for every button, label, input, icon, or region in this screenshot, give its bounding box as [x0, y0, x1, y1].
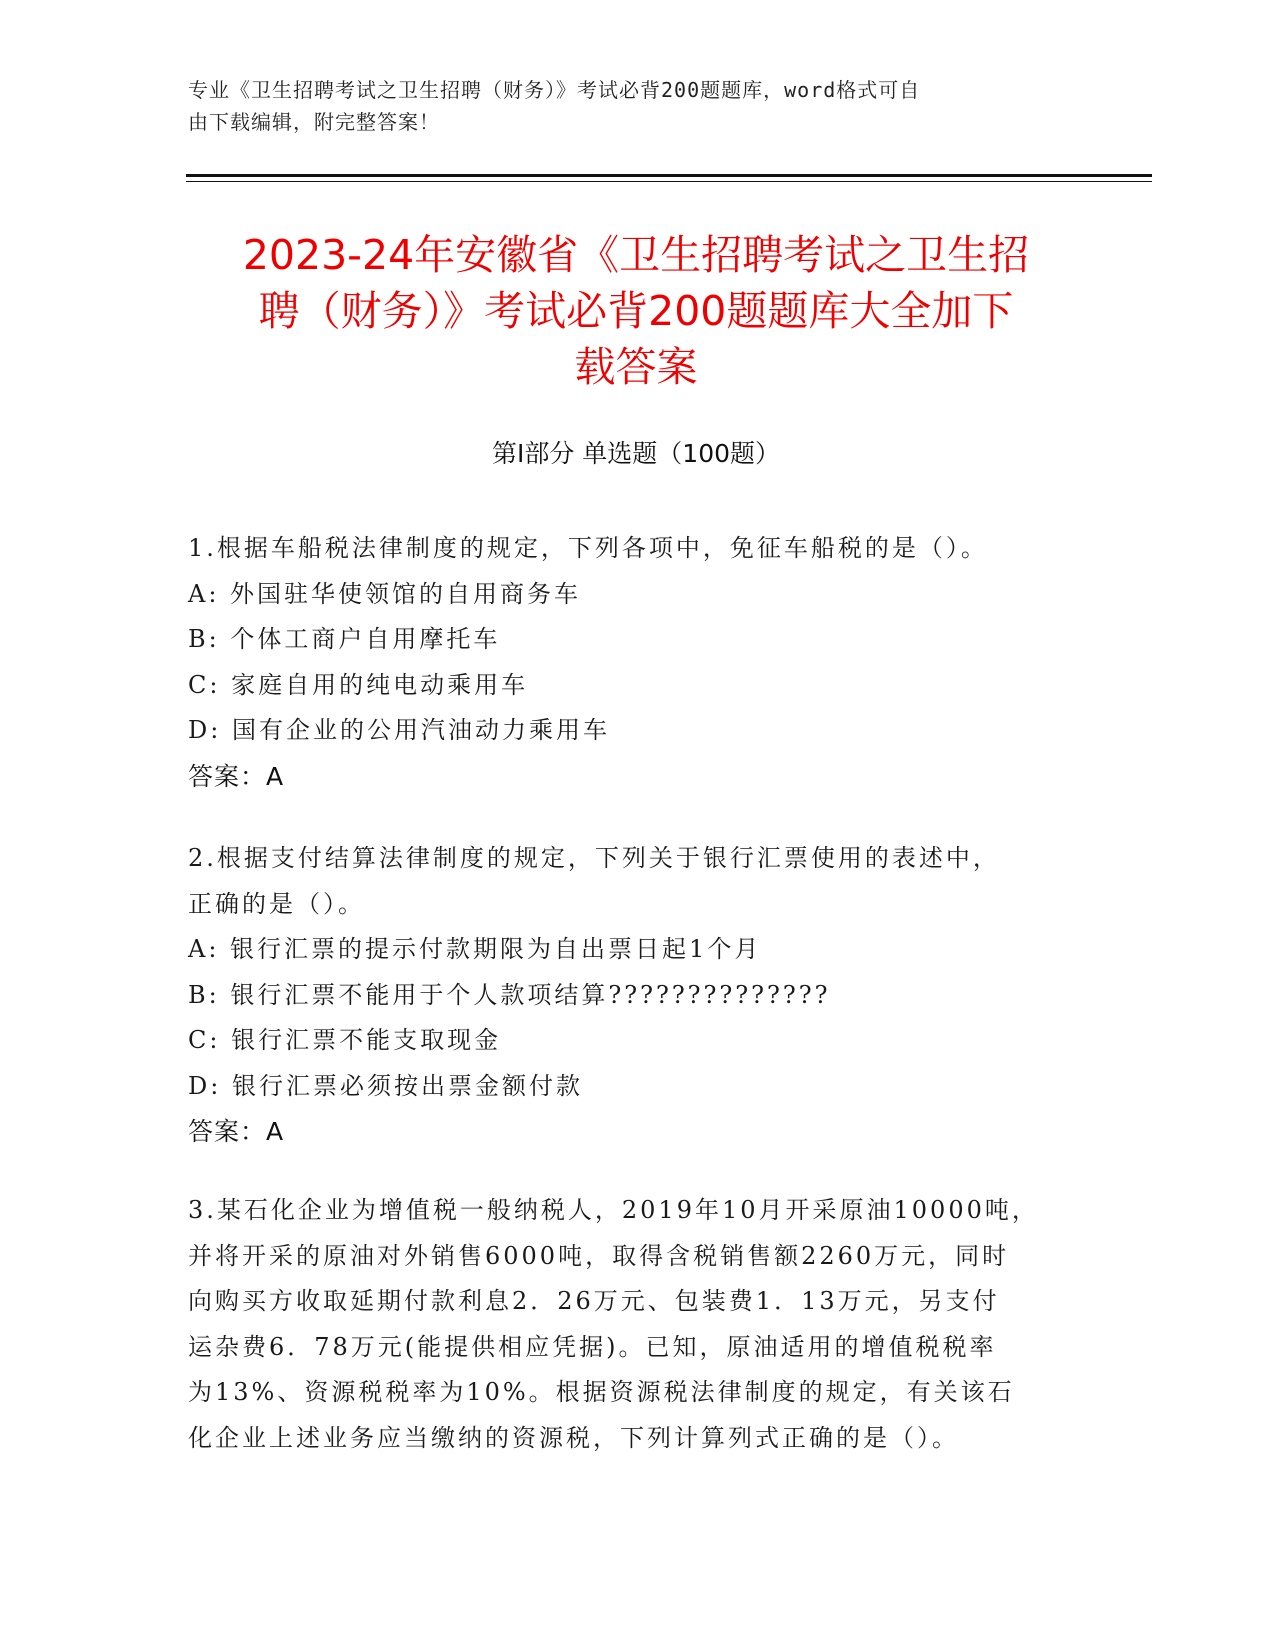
option-a: A: 银行汇票的提示付款期限为自出票日起1个月	[188, 935, 762, 963]
answer-label: 答案：A	[188, 761, 285, 791]
document-title	[186, 227, 1086, 395]
question-stem-line-5: 为13%、资源税税率为10%。根据资源税法律制度的规定，有关该石	[188, 1378, 1015, 1406]
option-d: D: 国有企业的公用汽油动力乘用车	[188, 716, 610, 744]
option-d: D: 银行汇票必须按出票金额付款	[188, 1071, 583, 1100]
question-stem-line-2: 正确的是（）。	[188, 889, 365, 918]
question-1	[188, 526, 1068, 799]
section-heading: 第I部分 单选题（100题）	[491, 439, 781, 468]
option-a: A: 外国驻华使领馆的自用商务车	[188, 579, 582, 608]
option-c: C: 银行汇票不能支取现金	[188, 1026, 502, 1054]
question-3	[188, 1188, 1068, 1461]
document-title-line-3: 载答案	[574, 343, 698, 391]
question-stem-line-6: 化企业上述业务应当缴纳的资源税，下列计算列式正确的是（）。	[188, 1423, 959, 1452]
header-divider-thin	[186, 181, 1152, 182]
question-stem-line-3: 向购买方收取延期付款利息2．26万元、包装费1．13万元，另支付	[188, 1287, 1000, 1315]
option-c: C: 家庭自用的纯电动乘用车	[188, 670, 529, 699]
header-note-line-2: 由下载编辑，附完整答案！	[188, 110, 440, 134]
option-b: B: 银行汇票不能用于个人款项结算??????????????	[188, 980, 831, 1009]
document-title-line-2: 聘（财务）》考试必背200题题库大全加下	[258, 287, 1014, 335]
question-stem-line-4: 运杂费6．78万元(能提供相应凭据)。已知，原油适用的增值税税率	[188, 1332, 997, 1361]
header-note	[188, 74, 1068, 138]
question-stem-line-2: 并将开采的原油对外销售6000吨，取得含税销售额2260万元，同时	[188, 1241, 1010, 1270]
header-divider-thick	[186, 174, 1152, 177]
question-stem: 1.根据车船税法律制度的规定，下列各项中，免征车船税的是（）。	[188, 534, 988, 562]
question-stem-line-1: 3.某石化企业为增值税一般纳税人，2019年10月开采原油10000吨，	[188, 1196, 1039, 1224]
header-note-line-1: 专业《卫生招聘考试之卫生招聘（财务）》考试必背200题题库，word格式可自	[188, 78, 921, 102]
answer-label: 答案：A	[188, 1117, 285, 1146]
question-2	[188, 836, 1068, 1155]
question-stem-line-1: 2.根据支付结算法律制度的规定，下列关于银行汇票使用的表述中，	[188, 844, 1000, 872]
document-title-line-1: 2023-24年安徽省《卫生招聘考试之卫生招	[242, 231, 1030, 279]
option-b: B: 个体工商户自用摩托车	[188, 625, 501, 653]
